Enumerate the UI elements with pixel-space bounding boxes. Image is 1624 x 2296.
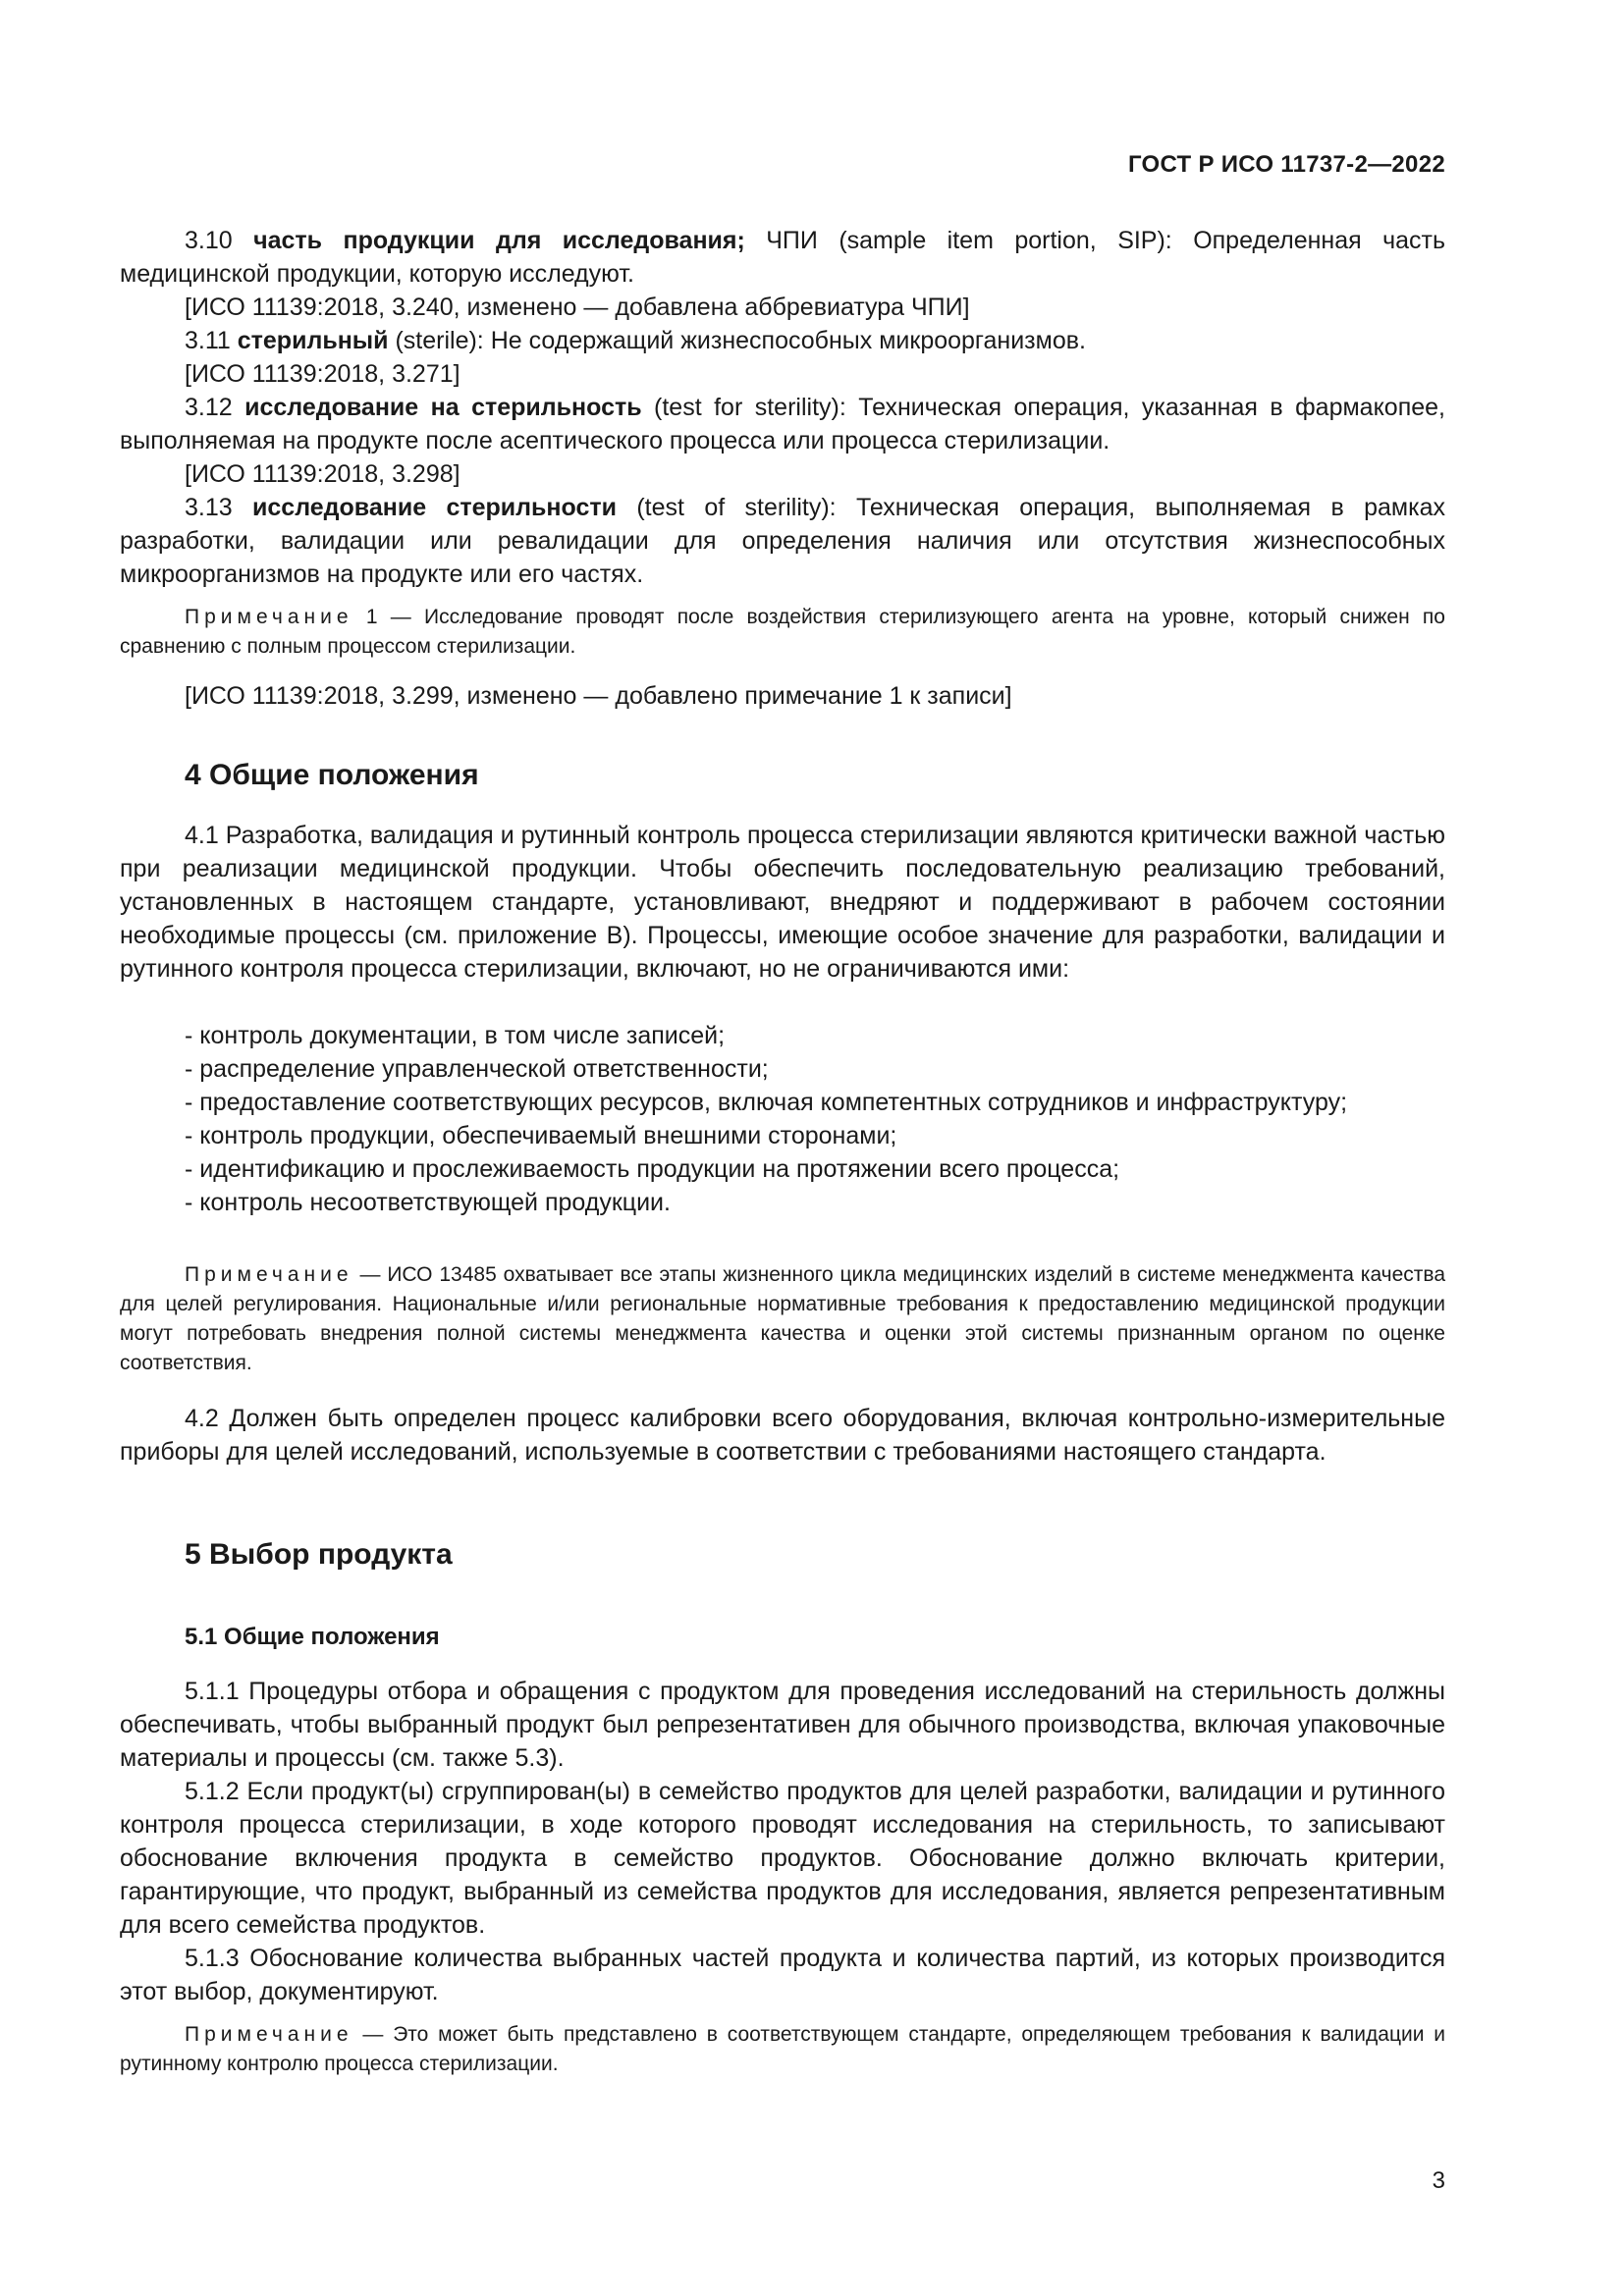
list-item: - контроль документации, в том числе записей; <box>185 1022 726 1049</box>
list-4-1 <box>120 1019 1445 1219</box>
definition-text: (test for sterility): Техническая операция, указанная в фармакопее, выполняемая на продукте после асептического процесса или процесса стерилизации. <box>120 394 1445 454</box>
source-reference: [ИСО 11139:2018, 3.299, изменено — добавлено примечание 1 к записи] <box>185 682 1012 710</box>
clause-number: 3.13 <box>185 494 253 521</box>
list-item: - идентификацию и прослеживаемость продукции на протяжении всего процесса; <box>185 1155 1120 1183</box>
definition-3-11 <box>120 324 1445 391</box>
list-item: - предоставление соответствующих ресурсов, включая компетентных сотрудников и инфраструктуру; <box>185 1089 1348 1116</box>
clause-number: 3.11 <box>185 327 238 354</box>
term: исследование стерильности <box>252 494 617 521</box>
definition-3-13 <box>120 491 1445 591</box>
definition-text: (sterile): Не содержащий жизнеспособных микроорганизмов. <box>388 327 1086 354</box>
document-header: ГОСТ Р ИСО 11737-2—2022 <box>1127 151 1445 178</box>
note-4-1 <box>120 1260 1445 1378</box>
list-item: - распределение управленческой ответственности; <box>185 1055 769 1083</box>
term: часть продукции для исследования; <box>253 227 745 254</box>
definition-text: (test of sterility): Техническая операция, выполняемая в рамках разработки, валидации или ревалидации для определения наличия или отсутствия жизнеспособных микроорганизмов на продукте или его частях. <box>120 494 1445 588</box>
note-3-13 <box>120 603 1445 662</box>
note-text: — Это может быть представлено в соответствующем стандарте, определяющем требования к валидации и рутинному контролю процесса стерилизации. <box>120 2023 1445 2075</box>
section-5-heading: 5 Выбор продукта <box>185 1538 453 1571</box>
note-text: — ИСО 13485 охватывает все этапы жизненного цикла медицинских изделий в системе менеджмента качества для целей регулирования. Национальные и/или региональные нормативные требования к предоставлению медицинской продукции могут потребовать внедрения полной системы менеджмента качества и оценки этой системы признанным органом по оценке соответствия. <box>120 1263 1445 1374</box>
page-number: 3 <box>1432 2167 1445 2194</box>
paragraph-5-1-2: 5.1.2 Если продукт(ы) сгруппирован(ы) в семейство продуктов для целей разработки, валидации и рутинного контроля процесса стерилизации, в ходе которого проводят исследования на стерильность, то записывают обоснование включения продукта в семейство продуктов. Обоснование должно включать критерии, гарантирующие, что продукт, выбранный из семейства продуктов для исследования, является репрезентативным для всего семейства продуктов. <box>120 1778 1445 1939</box>
source-reference: [ИСО 11139:2018, 3.298] <box>185 460 460 488</box>
clause-number: 3.10 <box>185 227 254 254</box>
note-5-1-3 <box>120 2020 1445 2079</box>
note-text: 1 — Исследование проводят после воздействия стерилизующего агента на уровне, который снижен по сравнению с полным процессом стерилизации. <box>120 606 1445 658</box>
term: стерильный <box>237 327 389 354</box>
definition-text: ЧПИ (sample item portion, SIP): Определенная часть медицинской продукции, которую исследуют. <box>120 227 1445 288</box>
subsection-5-1-heading: 5.1 Общие положения <box>185 1624 440 1650</box>
clause-number: 3.12 <box>185 394 245 421</box>
source-reference: [ИСО 11139:2018, 3.240, изменено — добавлена аббревиатура ЧПИ] <box>185 294 970 321</box>
source-reference: [ИСО 11139:2018, 3.271] <box>185 360 460 388</box>
list-item: - контроль несоответствующей продукции. <box>185 1189 671 1216</box>
paragraph-4-2: 4.2 Должен быть определен процесс калибровки всего оборудования, включая контрольно-измерительные приборы для целей исследований, используемые в соответствии с требованиями настоящего стандарта. <box>120 1405 1445 1466</box>
reference-3-13 <box>120 679 1445 713</box>
definition-3-12 <box>120 391 1445 491</box>
note-label: Примечание <box>185 606 353 628</box>
definition-3-10 <box>120 224 1445 324</box>
paragraph-4-1: 4.1 Разработка, валидация и рутинный контроль процесса стерилизации являются критически важной частью при реализации медицинской продукции. Чтобы обеспечить последовательную реализацию требований, установленных в настоящем стандарте, установливают, внедряют и поддерживают в рабочем состоянии необходимые процессы (см. приложение В). Процессы, имеющие особое значение для разработки, валидации и рутинного контроля процесса стерилизации, включают, но не ограничиваются ими: <box>120 822 1445 983</box>
list-item: - контроль продукции, обеспечиваемый внешними сторонами; <box>185 1122 897 1149</box>
section-4-heading: 4 Общие положения <box>185 759 479 791</box>
note-label: Примечание <box>185 1263 353 1286</box>
note-label: Примечание <box>185 2023 353 2046</box>
term: исследование на стерильность <box>244 394 642 421</box>
paragraph-5-1-3: 5.1.3 Обоснование количества выбранных частей продукта и количества партий, из которых производится этот выбор, документируют. <box>120 1945 1445 2005</box>
paragraph-5-1-1: 5.1.1 Процедуры отбора и обращения с продуктом для проведения исследований на стерильность должны обеспечивать, чтобы выбранный продукт был репрезентативен для обычного производства, включая упаковочные материалы и процессы (см. также 5.3). <box>120 1678 1445 1772</box>
